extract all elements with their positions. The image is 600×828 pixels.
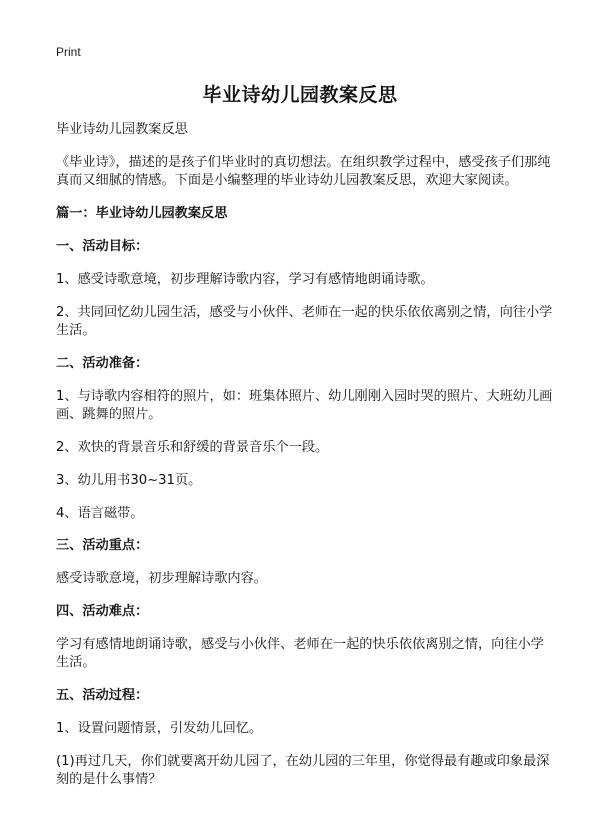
- section-heading-focus: 三、活动重点：: [56, 538, 149, 553]
- section-heading-process: 五、活动过程：: [56, 688, 149, 703]
- document-body: [56, 121, 554, 804]
- paragraph: 感受诗歌意境，初步理解诗歌内容。: [56, 571, 267, 586]
- section-heading-preparation: 二、活动准备：: [56, 356, 149, 371]
- print-link[interactable]: Print: [56, 45, 81, 59]
- intro-paragraph: 《毕业诗》，描述的是孩子们毕业时的真切想法。在组织教学过程中，感受孩子们那纯真而又细腻的情感。下面是小编整理的毕业诗幼儿园教案反思，欢迎大家阅读。: [56, 155, 551, 188]
- list-item: (1)再过几天，你们就要离开幼儿园了，在幼儿园的三年里，你觉得最有趣或印象最深刻的是什么事情？: [56, 754, 550, 787]
- list-item: 4、语言磁带。: [56, 506, 144, 521]
- document-subtitle: 毕业诗幼儿园教案反思: [56, 122, 188, 137]
- paragraph: 学习有感情地朗诵诗歌，感受与小伙伴、老师在一起的快乐依依离别之情，向往小学生活。: [56, 637, 544, 670]
- part-heading: 篇一：毕业诗幼儿园教案反思: [56, 206, 228, 221]
- list-item: 2、共同回忆幼儿园生活，感受与小伙伴、老师在一起的快乐依依离别之情，向往小学生活。: [56, 305, 553, 338]
- section-heading-goals: 一、活动目标：: [56, 239, 149, 254]
- list-item: 3、幼儿用书30~31页。: [56, 473, 202, 488]
- section-heading-difficulty: 四、活动难点：: [56, 604, 149, 619]
- list-item: 1、感受诗歌意境，初步理解诗歌内容，学习有感情地朗诵诗歌。: [56, 272, 434, 287]
- list-item: 1、与诗歌内容相符的照片，如：班集体照片、幼儿刚刚入园时哭的照片、大班幼儿画画、跳舞的照片。: [56, 389, 553, 422]
- list-item: 1、设置问题情景，引发幼儿回忆。: [56, 721, 263, 736]
- page-title: 毕业诗幼儿园教案反思: [202, 84, 398, 106]
- list-item: 2、欢快的背景音乐和舒缓的背景音乐个一段。: [56, 440, 329, 455]
